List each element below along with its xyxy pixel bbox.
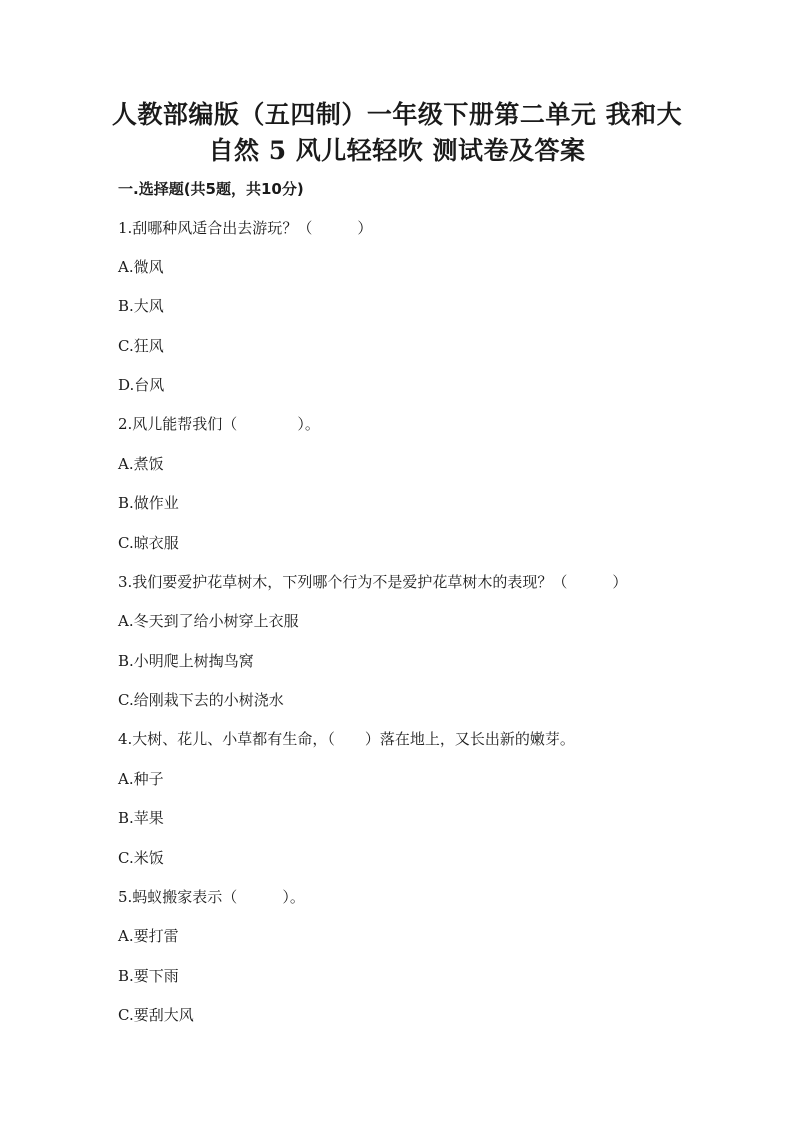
document-title-line-2: 自然 5 风儿轻轻吹 测试卷及答案 xyxy=(208,136,586,165)
question-3-option-b: B.小明爬上树掏鸟窝 xyxy=(118,652,254,670)
question-4-option-b: B.苹果 xyxy=(118,809,164,827)
question-4-option-a: A.种子 xyxy=(118,770,164,788)
question-4-stem: 4.大树、花儿、小草都有生命，（ ）落在地上，又长出新的嫩芽。 xyxy=(118,730,575,748)
document-title-line-1: 人教部编版（五四制）一年级下册第二单元 我和大 xyxy=(111,100,683,129)
question-5-option-b: B.要下雨 xyxy=(118,967,179,985)
question-1-stem: 1.刮哪种风适合出去游玩？（ ） xyxy=(118,219,373,237)
question-2-stem: 2.风儿能帮我们（ ）。 xyxy=(118,415,320,433)
question-1-option-c: C.狂风 xyxy=(118,337,164,355)
question-5-option-c: C.要刮大风 xyxy=(118,1006,194,1024)
section-heading: 一.选择题(共5题，共10分) xyxy=(118,180,304,198)
question-3-option-a: A.冬天到了给小树穿上衣服 xyxy=(118,612,299,630)
question-3-stem: 3.我们要爱护花草树木，下列哪个行为不是爱护花草树木的表现？（ ） xyxy=(118,573,628,591)
question-5-stem: 5.蚂蚁搬家表示（ ）。 xyxy=(118,888,305,906)
question-1-option-a: A.微风 xyxy=(118,258,164,276)
question-3-option-c: C.给刚栽下去的小树浇水 xyxy=(118,691,284,709)
question-1-option-b: B.大风 xyxy=(118,297,164,315)
question-2-option-c: C.晾衣服 xyxy=(118,534,179,552)
question-2-option-b: B.做作业 xyxy=(118,494,179,512)
question-1-option-d: D.台风 xyxy=(118,376,165,394)
question-5-option-a: A.要打雷 xyxy=(118,927,179,945)
question-4-option-c: C.米饭 xyxy=(118,849,164,867)
question-2-option-a: A.煮饭 xyxy=(118,455,164,473)
